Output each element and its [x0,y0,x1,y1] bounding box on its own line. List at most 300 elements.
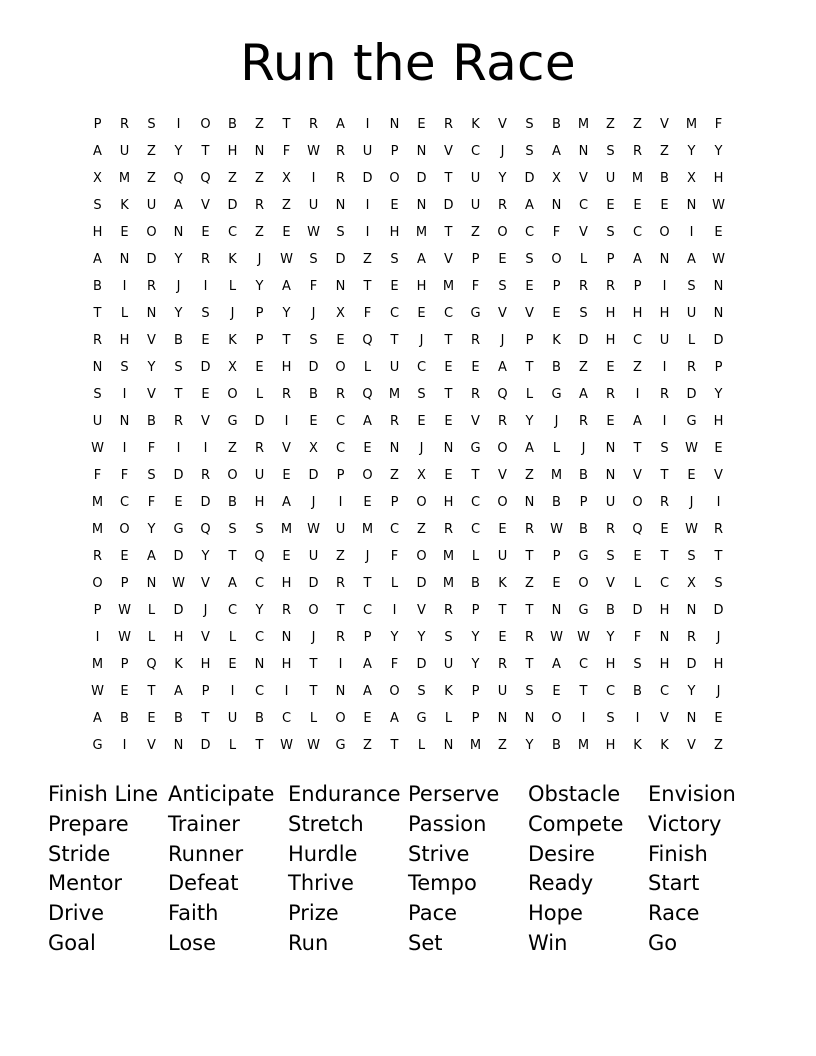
grid-letter[interactable]: C [605,684,616,699]
grid-letter[interactable]: E [552,576,561,591]
grid-letter[interactable]: C [524,225,535,240]
grid-letter[interactable]: A [93,144,102,159]
grid-letter[interactable]: P [714,360,723,375]
grid-letter[interactable]: L [147,603,156,618]
grid-letter[interactable]: Y [714,387,723,402]
grid-letter[interactable]: L [525,387,534,402]
grid-letter[interactable]: Y [174,252,183,267]
grid-letter[interactable]: R [659,387,670,402]
grid-letter[interactable]: R [92,333,103,348]
grid-letter[interactable]: E [282,549,291,564]
grid-letter[interactable]: I [311,171,316,186]
grid-letter[interactable]: E [120,225,129,240]
grid-letter[interactable]: H [281,576,292,591]
grid-letter[interactable]: M [415,225,428,240]
grid-letter[interactable]: U [308,198,319,213]
grid-letter[interactable]: N [659,252,670,267]
grid-letter[interactable]: M [118,171,131,186]
grid-letter[interactable]: Z [714,738,723,753]
grid-letter[interactable]: J [716,684,721,699]
grid-letter[interactable]: V [714,468,723,483]
grid-letter[interactable]: E [498,630,507,645]
grid-letter[interactable]: J [257,252,262,267]
grid-letter[interactable]: R [335,630,346,645]
grid-letter[interactable]: T [525,603,534,618]
grid-letter[interactable]: U [92,414,103,429]
grid-letter[interactable]: M [388,387,401,402]
grid-letter[interactable]: E [552,306,561,321]
grid-letter[interactable]: E [390,279,399,294]
grid-letter[interactable]: L [579,252,588,267]
grid-letter[interactable]: T [363,576,372,591]
grid-letter[interactable]: D [362,171,373,186]
grid-letter[interactable]: Z [282,198,291,213]
grid-letter[interactable]: E [417,306,426,321]
grid-letter[interactable]: A [525,198,534,213]
grid-letter[interactable]: D [254,414,265,429]
grid-letter[interactable]: P [201,684,210,699]
grid-letter[interactable]: J [419,441,424,456]
grid-letter[interactable]: R [497,657,508,672]
grid-letter[interactable]: W [550,522,563,537]
grid-letter[interactable]: R [281,387,292,402]
grid-letter[interactable]: N [335,279,346,294]
grid-letter[interactable]: H [281,657,292,672]
grid-letter[interactable]: B [579,522,588,537]
grid-letter[interactable]: D [443,198,454,213]
grid-letter[interactable]: C [416,360,427,375]
grid-letter[interactable]: J [500,333,505,348]
grid-letter[interactable]: B [552,495,561,510]
grid-letter[interactable]: S [255,522,264,537]
grid-letter[interactable]: A [552,144,561,159]
grid-letter[interactable]: U [686,306,697,321]
grid-letter[interactable]: M [685,117,698,132]
grid-letter[interactable]: T [444,171,453,186]
grid-letter[interactable]: Y [498,171,507,186]
grid-letter[interactable]: Q [200,171,211,186]
grid-letter[interactable]: S [390,252,399,267]
grid-letter[interactable]: H [713,171,724,186]
grid-letter[interactable]: O [659,225,670,240]
grid-letter[interactable]: F [282,144,291,159]
grid-letter[interactable]: L [147,630,156,645]
grid-letter[interactable]: Z [525,576,534,591]
grid-letter[interactable]: C [362,603,373,618]
grid-letter[interactable]: V [498,468,507,483]
grid-letter[interactable]: I [635,711,640,726]
grid-letter[interactable]: E [714,225,723,240]
grid-letter[interactable]: X [417,468,426,483]
grid-letter[interactable]: J [311,495,316,510]
grid-letter[interactable]: I [122,387,127,402]
grid-letter[interactable]: U [497,684,508,699]
grid-letter[interactable]: L [417,738,426,753]
grid-letter[interactable]: A [552,657,561,672]
grid-letter[interactable]: V [579,225,588,240]
grid-letter[interactable]: T [174,387,183,402]
grid-letter[interactable]: V [201,414,210,429]
grid-letter[interactable]: A [363,684,372,699]
grid-letter[interactable]: S [417,684,426,699]
grid-letter[interactable]: Z [660,144,669,159]
grid-letter[interactable]: Y [471,657,480,672]
grid-letter[interactable]: U [146,198,157,213]
grid-letter[interactable]: B [228,495,237,510]
grid-letter[interactable]: M [442,549,455,564]
grid-letter[interactable]: W [307,522,320,537]
grid-letter[interactable]: A [93,252,102,267]
grid-letter[interactable]: R [389,414,400,429]
grid-letter[interactable]: W [307,144,320,159]
grid-letter[interactable]: I [338,657,343,672]
grid-letter[interactable]: V [444,144,453,159]
grid-letter[interactable]: O [578,576,589,591]
grid-letter[interactable]: Z [228,441,237,456]
grid-letter[interactable]: N [605,468,616,483]
grid-letter[interactable]: I [689,225,694,240]
grid-letter[interactable]: B [660,171,669,186]
grid-letter[interactable]: A [633,252,642,267]
grid-letter[interactable]: P [471,684,480,699]
grid-letter[interactable]: H [713,414,724,429]
grid-letter[interactable]: U [335,522,346,537]
grid-letter[interactable]: M [91,495,104,510]
grid-letter[interactable]: L [309,711,318,726]
grid-letter[interactable]: E [417,414,426,429]
grid-letter[interactable]: C [389,306,400,321]
grid-letter[interactable]: I [122,279,127,294]
grid-letter[interactable]: J [554,414,559,429]
grid-letter[interactable]: C [632,333,643,348]
grid-letter[interactable]: E [444,468,453,483]
grid-letter[interactable]: W [280,252,293,267]
grid-letter[interactable]: R [686,630,697,645]
grid-letter[interactable]: X [336,306,345,321]
grid-letter[interactable]: I [716,495,721,510]
grid-letter[interactable]: Q [200,522,211,537]
grid-letter[interactable]: Y [147,522,156,537]
grid-letter[interactable]: S [309,333,318,348]
grid-letter[interactable]: R [200,252,211,267]
grid-letter[interactable]: V [444,252,453,267]
grid-letter[interactable]: S [606,549,615,564]
grid-letter[interactable]: C [389,522,400,537]
grid-letter[interactable]: H [605,333,616,348]
grid-letter[interactable]: P [93,603,102,618]
grid-letter[interactable]: Y [174,144,183,159]
grid-letter[interactable]: W [712,252,725,267]
grid-letter[interactable]: R [443,522,454,537]
grid-letter[interactable]: N [551,603,562,618]
grid-letter[interactable]: W [685,441,698,456]
grid-letter[interactable]: C [227,603,238,618]
grid-letter[interactable]: D [524,171,535,186]
grid-letter[interactable]: N [281,630,292,645]
grid-letter[interactable]: M [631,171,644,186]
grid-letter[interactable]: I [365,117,370,132]
grid-letter[interactable]: O [389,684,400,699]
grid-letter[interactable]: F [120,468,129,483]
grid-letter[interactable]: V [498,306,507,321]
grid-letter[interactable]: H [659,657,670,672]
grid-letter[interactable]: I [635,387,640,402]
grid-letter[interactable]: N [119,252,130,267]
grid-letter[interactable]: U [470,171,481,186]
grid-letter[interactable]: K [498,576,507,591]
grid-letter[interactable]: R [632,144,643,159]
grid-letter[interactable]: H [281,360,292,375]
grid-letter[interactable]: T [201,711,210,726]
grid-letter[interactable]: L [687,333,696,348]
grid-letter[interactable]: H [389,225,400,240]
grid-letter[interactable]: Q [173,171,184,186]
grid-letter[interactable]: F [714,117,723,132]
grid-letter[interactable]: E [714,711,723,726]
grid-letter[interactable]: R [470,387,481,402]
grid-letter[interactable]: U [443,657,454,672]
grid-letter[interactable]: X [687,171,696,186]
grid-letter[interactable]: D [200,738,211,753]
grid-letter[interactable]: A [417,252,426,267]
grid-letter[interactable]: B [552,117,561,132]
grid-letter[interactable]: U [605,171,616,186]
grid-letter[interactable]: N [713,279,724,294]
grid-letter[interactable]: I [176,441,181,456]
grid-letter[interactable]: N [335,684,346,699]
grid-letter[interactable]: H [659,603,670,618]
grid-letter[interactable]: X [282,171,291,186]
grid-letter[interactable]: A [147,549,156,564]
grid-letter[interactable]: A [93,711,102,726]
grid-letter[interactable]: N [254,144,265,159]
grid-letter[interactable]: X [309,441,318,456]
grid-letter[interactable]: K [633,738,642,753]
grid-letter[interactable]: Y [255,603,264,618]
grid-letter[interactable]: L [255,387,264,402]
grid-letter[interactable]: K [228,252,237,267]
grid-letter[interactable]: O [200,117,211,132]
grid-letter[interactable]: A [633,414,642,429]
grid-letter[interactable]: L [444,711,453,726]
grid-letter[interactable]: E [363,495,372,510]
grid-letter[interactable]: N [686,711,697,726]
grid-letter[interactable]: G [551,387,562,402]
grid-letter[interactable]: B [174,333,183,348]
grid-letter[interactable]: R [335,171,346,186]
grid-letter[interactable]: V [147,333,156,348]
grid-letter[interactable]: R [497,198,508,213]
grid-letter[interactable]: V [525,306,534,321]
grid-letter[interactable]: Z [633,360,642,375]
grid-letter[interactable]: O [416,495,427,510]
grid-letter[interactable]: A [579,387,588,402]
grid-letter[interactable]: Y [147,360,156,375]
grid-letter[interactable]: K [660,738,669,753]
grid-letter[interactable]: R [605,279,616,294]
grid-letter[interactable]: Y [282,306,291,321]
grid-letter[interactable]: M [91,522,104,537]
grid-letter[interactable]: Q [362,333,373,348]
grid-letter[interactable]: D [416,171,427,186]
grid-letter[interactable]: F [147,495,156,510]
grid-letter[interactable]: R [578,414,589,429]
grid-letter[interactable]: O [146,225,157,240]
grid-letter[interactable]: N [659,630,670,645]
grid-letter[interactable]: G [173,522,184,537]
grid-letter[interactable]: D [173,549,184,564]
grid-letter[interactable]: H [119,333,130,348]
grid-letter[interactable]: C [281,711,292,726]
grid-letter[interactable]: Z [633,117,642,132]
grid-letter[interactable]: D [416,657,427,672]
grid-letter[interactable]: M [577,738,590,753]
grid-letter[interactable]: B [93,279,102,294]
grid-letter[interactable]: E [552,684,561,699]
grid-letter[interactable]: W [550,630,563,645]
grid-letter[interactable]: H [605,657,616,672]
grid-letter[interactable]: C [578,657,589,672]
grid-letter[interactable]: V [201,630,210,645]
grid-letter[interactable]: D [173,468,184,483]
grid-letter[interactable]: W [307,225,320,240]
grid-letter[interactable]: A [525,441,534,456]
grid-letter[interactable]: L [228,738,237,753]
grid-letter[interactable]: S [525,252,534,267]
grid-letter[interactable]: V [498,117,507,132]
grid-letter[interactable]: Z [336,549,345,564]
grid-letter[interactable]: T [660,549,669,564]
grid-letter[interactable]: I [284,414,289,429]
grid-letter[interactable]: I [122,441,127,456]
grid-letter[interactable]: K [552,333,561,348]
grid-letter[interactable]: O [227,387,238,402]
grid-letter[interactable]: Y [525,414,534,429]
grid-letter[interactable]: P [120,657,129,672]
grid-letter[interactable]: U [308,549,319,564]
grid-letter[interactable]: R [92,549,103,564]
grid-letter[interactable]: N [605,441,616,456]
grid-letter[interactable]: E [687,468,696,483]
grid-letter[interactable]: L [363,360,372,375]
grid-letter[interactable]: K [174,657,183,672]
grid-letter[interactable]: M [577,117,590,132]
grid-letter[interactable]: C [254,684,265,699]
grid-letter[interactable]: W [280,738,293,753]
grid-letter[interactable]: H [605,738,616,753]
grid-letter[interactable]: U [389,360,400,375]
grid-letter[interactable]: Q [362,387,373,402]
grid-letter[interactable]: C [443,306,454,321]
grid-letter[interactable]: J [230,306,235,321]
grid-letter[interactable]: T [390,738,399,753]
grid-letter[interactable]: B [606,603,615,618]
grid-letter[interactable]: Z [606,117,615,132]
grid-letter[interactable]: O [335,360,346,375]
grid-letter[interactable]: A [363,414,372,429]
grid-letter[interactable]: A [687,252,696,267]
grid-letter[interactable]: S [525,144,534,159]
grid-letter[interactable]: B [633,684,642,699]
grid-letter[interactable]: M [442,279,455,294]
grid-letter[interactable]: E [498,252,507,267]
grid-letter[interactable]: Z [525,468,534,483]
grid-letter[interactable]: B [255,711,264,726]
grid-letter[interactable]: H [713,657,724,672]
grid-letter[interactable]: B [309,387,318,402]
grid-letter[interactable]: N [686,198,697,213]
grid-letter[interactable]: B [228,117,237,132]
grid-letter[interactable]: Q [632,522,643,537]
grid-letter[interactable]: T [282,117,291,132]
grid-letter[interactable]: U [659,333,670,348]
grid-letter[interactable]: Y [417,630,426,645]
grid-letter[interactable]: R [524,522,535,537]
grid-letter[interactable]: O [632,495,643,510]
grid-letter[interactable]: J [419,333,424,348]
grid-letter[interactable]: C [659,576,670,591]
grid-letter[interactable]: R [659,495,670,510]
grid-letter[interactable]: R [146,279,157,294]
grid-letter[interactable]: R [470,333,481,348]
grid-letter[interactable]: E [444,360,453,375]
grid-letter[interactable]: V [147,738,156,753]
grid-letter[interactable]: N [416,198,427,213]
grid-letter[interactable]: J [689,495,694,510]
grid-letter[interactable]: E [201,333,210,348]
grid-letter[interactable]: E [282,468,291,483]
grid-letter[interactable]: T [363,279,372,294]
grid-letter[interactable]: S [174,360,183,375]
grid-letter[interactable]: I [365,198,370,213]
grid-letter[interactable]: L [120,306,129,321]
grid-letter[interactable]: O [335,711,346,726]
grid-letter[interactable]: D [686,657,697,672]
grid-letter[interactable]: R [254,198,265,213]
grid-letter[interactable]: O [308,603,319,618]
grid-letter[interactable]: R [173,414,184,429]
grid-letter[interactable]: J [500,144,505,159]
grid-letter[interactable]: T [282,333,291,348]
grid-letter[interactable]: E [336,333,345,348]
grid-letter[interactable]: V [147,387,156,402]
grid-letter[interactable]: J [365,549,370,564]
grid-letter[interactable]: W [172,576,185,591]
grid-letter[interactable]: S [606,225,615,240]
grid-letter[interactable]: N [173,738,184,753]
grid-letter[interactable]: C [578,198,589,213]
grid-letter[interactable]: E [174,495,183,510]
grid-letter[interactable]: B [579,468,588,483]
grid-letter[interactable]: S [147,468,156,483]
grid-letter[interactable]: N [389,441,400,456]
grid-letter[interactable]: E [471,360,480,375]
grid-letter[interactable]: C [659,684,670,699]
grid-letter[interactable]: O [389,171,400,186]
grid-letter[interactable]: T [498,603,507,618]
grid-letter[interactable]: R [308,117,319,132]
grid-letter[interactable]: F [390,657,399,672]
grid-letter[interactable]: Q [146,657,157,672]
grid-letter[interactable]: N [92,360,103,375]
grid-letter[interactable]: G [470,306,481,321]
grid-letter[interactable]: C [254,630,265,645]
grid-letter[interactable]: E [606,414,615,429]
grid-letter[interactable]: Y [390,630,399,645]
grid-letter[interactable]: Q [254,549,265,564]
grid-letter[interactable]: A [282,279,291,294]
grid-letter[interactable]: Z [498,738,507,753]
